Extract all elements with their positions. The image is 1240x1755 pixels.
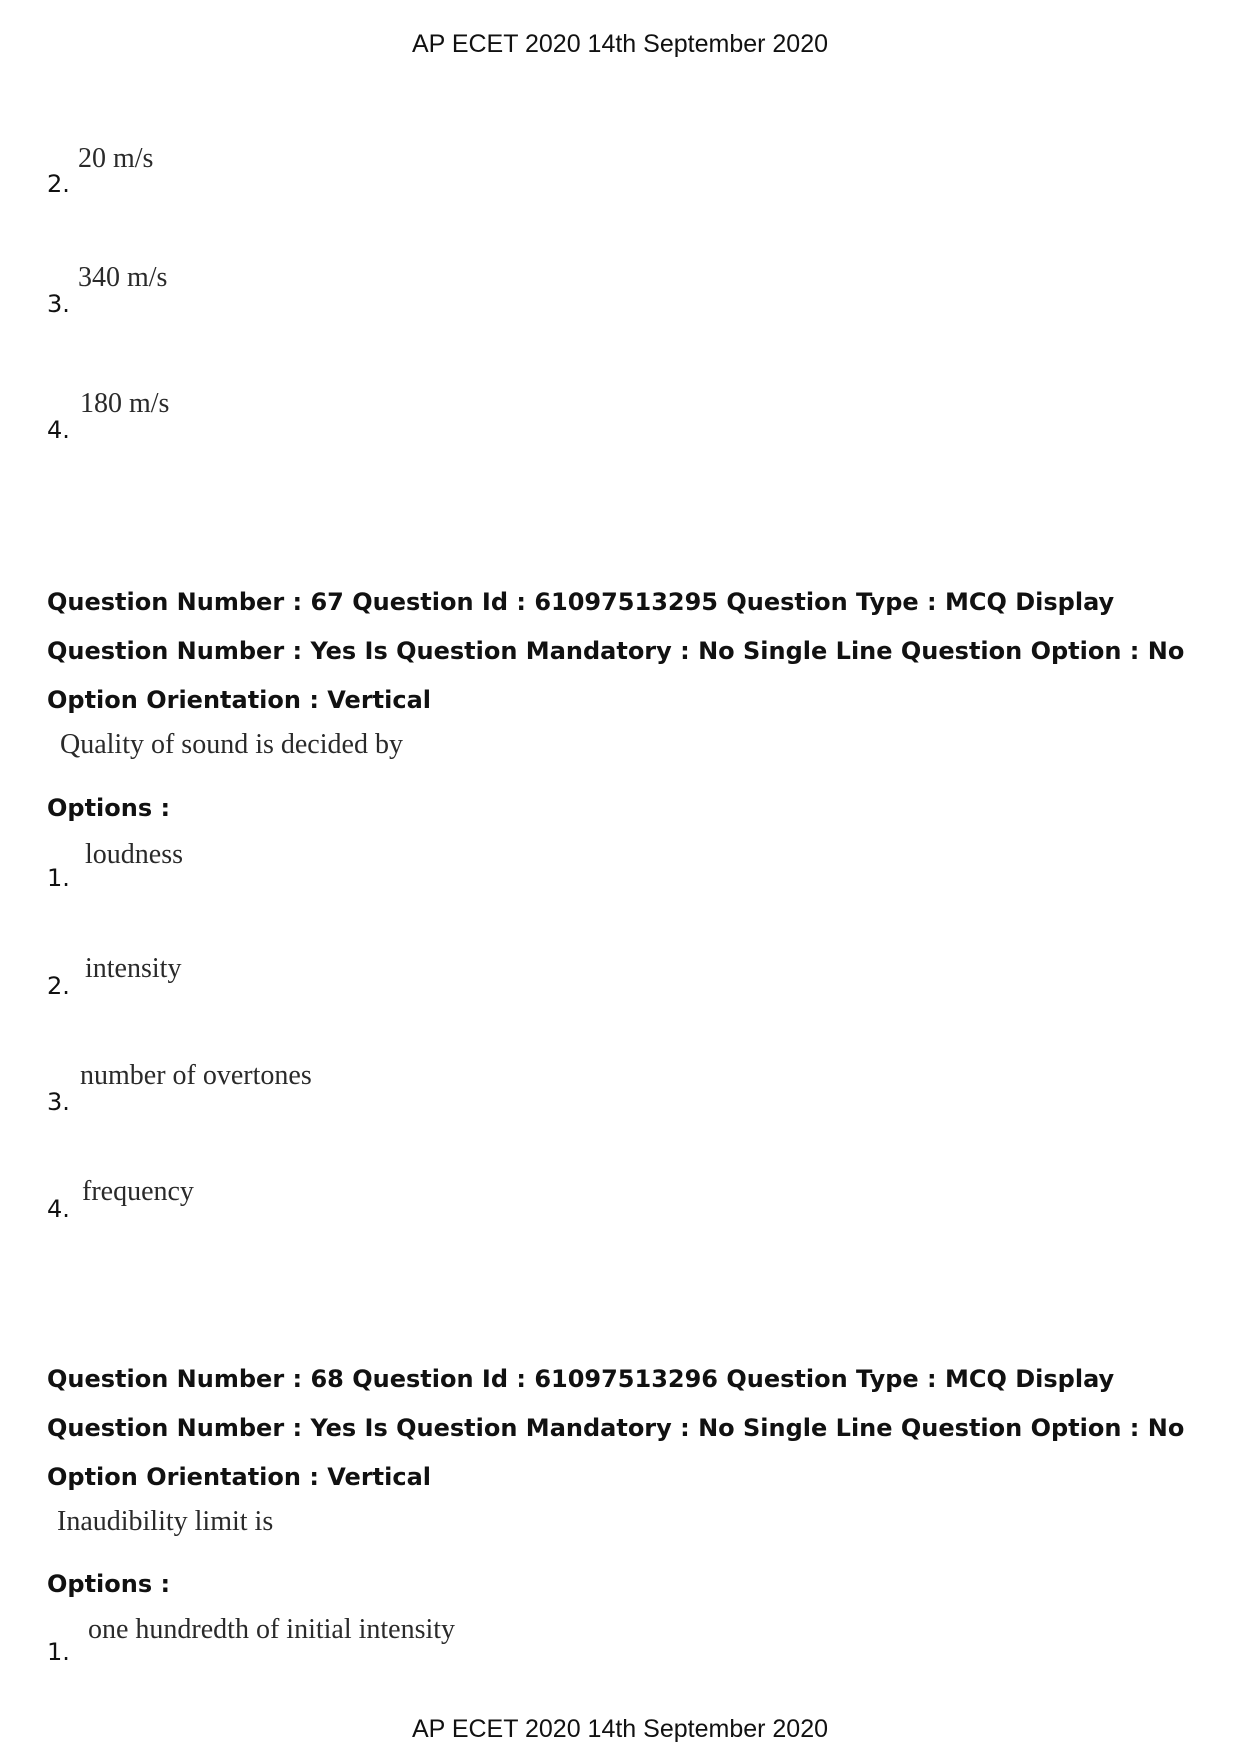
options-label: Options : bbox=[47, 794, 171, 822]
page-header: AP ECET 2020 14th September 2020 bbox=[411, 30, 829, 58]
option-number: 2. bbox=[47, 972, 70, 1000]
option-text: loudness bbox=[85, 839, 183, 870]
question-text: Quality of sound is decided by bbox=[60, 729, 403, 760]
option-number: 4. bbox=[47, 1195, 70, 1223]
option-text: 20 m/s bbox=[78, 143, 154, 174]
option-text: frequency bbox=[82, 1176, 194, 1207]
options-label: Options : bbox=[47, 1570, 171, 1598]
question-text: Inaudibility limit is bbox=[57, 1506, 274, 1537]
option-number: 1. bbox=[47, 864, 70, 892]
option-text: number of overtones bbox=[80, 1060, 312, 1091]
option-number: 3. bbox=[47, 290, 70, 318]
option-text: 180 m/s bbox=[80, 388, 170, 419]
option-number: 3. bbox=[47, 1088, 70, 1116]
question-meta: Question Number : 67 Question Id : 61097513295 Question Type : MCQ Display Question Number : Yes Is Question Mandatory : No Single Line Question Option : No Option Orientation : Vertical bbox=[47, 588, 1185, 714]
option-number: 1. bbox=[47, 1638, 70, 1666]
option-text: one hundredth of initial intensity bbox=[88, 1614, 456, 1645]
option-text: 340 m/s bbox=[78, 262, 168, 293]
page-footer: AP ECET 2020 14th September 2020 bbox=[411, 1715, 829, 1743]
option-text: intensity bbox=[85, 953, 182, 984]
question-meta: Question Number : 68 Question Id : 61097513296 Question Type : MCQ Display Question Number : Yes Is Question Mandatory : No Single Line Question Option : No Option Orientation : Vertical bbox=[47, 1365, 1185, 1491]
option-number: 4. bbox=[47, 416, 70, 444]
option-number: 2. bbox=[47, 170, 70, 198]
